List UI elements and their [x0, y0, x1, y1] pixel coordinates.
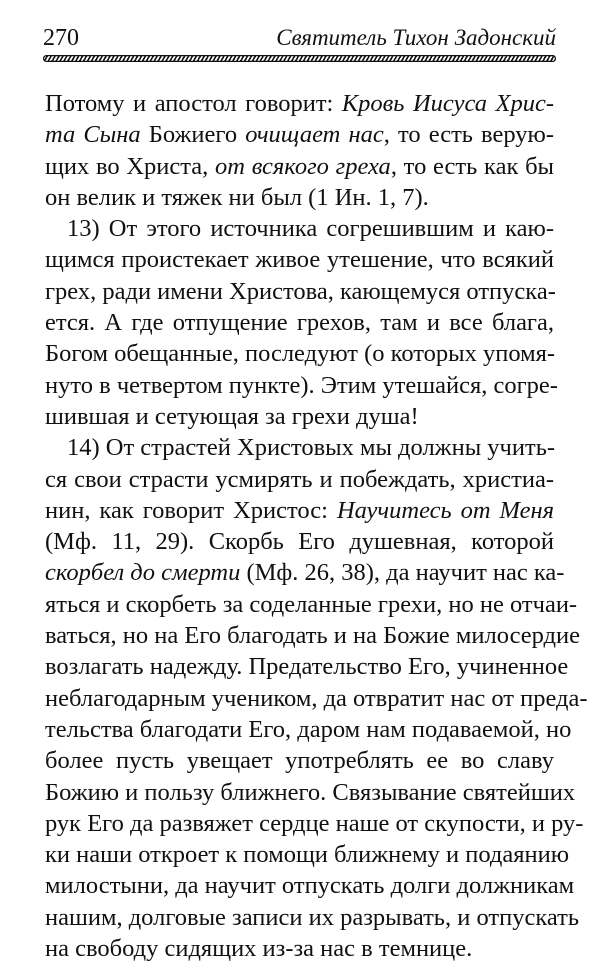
- text-run: милостыни, да научит отпускать долги должникам: [45, 872, 575, 900]
- text-run: шившая и сетующая за грехи душа!: [45, 402, 419, 430]
- text-line: [45, 182, 554, 213]
- text-run: 13) От этого источника согрешившим и каю-: [67, 215, 554, 243]
- italic-quote: Кровь Иисуса Хрис-: [341, 90, 554, 117]
- text-run: более пусть увещает употреблять ее во славу: [45, 747, 554, 775]
- text-line: [45, 902, 579, 933]
- text-run: Божиего: [140, 121, 246, 149]
- text-run: щимся проистекает живое утешение, что всякий: [45, 246, 554, 274]
- text-run: ки наши откроет к помощи ближнему и подаянию: [45, 841, 570, 869]
- text-line: [45, 464, 554, 495]
- text-line: [45, 119, 554, 150]
- running-title: Святитель Тихон Задонский: [276, 25, 556, 50]
- text-line: [45, 432, 554, 463]
- text-run: 14) От страстей Христовых мы должны учить-: [67, 434, 556, 462]
- italic-quote: от всякого греха: [215, 152, 391, 180]
- text-line: [45, 777, 576, 808]
- text-line: [45, 839, 570, 870]
- text-line: [45, 683, 588, 714]
- text-run: Потому и апостол говорит:: [45, 90, 342, 117]
- text-run: нин, как говорит Христос:: [45, 496, 337, 524]
- text-run: ся свои страсти усмирять и побеждать, христиа-: [45, 465, 554, 493]
- text-run: (Мф. 26, 38), да научит нас ка-: [240, 559, 565, 587]
- text-line: [45, 213, 554, 244]
- text-run: Божию и пользу ближнего. Связывание святейших: [45, 778, 576, 806]
- text-line: [45, 307, 554, 338]
- body-text: [45, 88, 588, 964]
- italic-quote: скорбел до смерти: [45, 559, 241, 587]
- text-line: [45, 933, 554, 964]
- text-line: [45, 401, 554, 432]
- italic-quote: очищает нас: [245, 121, 384, 149]
- italic-quote: Научитесь от Меня: [336, 496, 555, 524]
- text-run: яться и скорбеть за соделанные грехи, но не отчаи-: [45, 590, 578, 618]
- text-line: [45, 808, 584, 839]
- text-line: [45, 745, 554, 776]
- rope-divider: [43, 55, 556, 62]
- text-line: [45, 338, 554, 369]
- text-line: [45, 276, 554, 307]
- text-run: рук Его да развяжет сердце наше от скупости, и ру-: [45, 809, 584, 837]
- text-run: (Мф. 11, 29). Скорбь Его душевная, которой: [45, 528, 554, 556]
- text-line: [45, 589, 578, 620]
- text-run: неблагодарным учеником, да отвратит нас от преда-: [45, 684, 588, 712]
- page-number: 270: [43, 25, 79, 51]
- text-line: [45, 714, 572, 745]
- text-line: [45, 651, 569, 682]
- text-run: тельства благодати Его, даром нам подаваемой, но: [45, 715, 572, 743]
- page-header: [43, 22, 556, 52]
- text-run: ется. А где отпущение грехов, там и все блага,: [45, 309, 554, 337]
- text-run: грех, ради имени Христова, кающемуся отпуска-: [45, 277, 556, 305]
- text-line: [45, 870, 575, 901]
- text-run: нуто в четвертом пункте). Этим утешайся, согре-: [45, 371, 558, 399]
- text-line: [45, 88, 554, 119]
- text-run: возлагать надежду. Предательство Его, учиненное: [45, 653, 569, 681]
- text-line: [45, 526, 554, 557]
- text-line: [45, 244, 554, 275]
- text-run: ваться, но на Его благодать и на Божие милосердие: [45, 622, 581, 650]
- text-run: он велик и тяжек ни был (1 Ин. 1, 7).: [45, 183, 429, 211]
- text-run: щих во Христа,: [45, 152, 216, 180]
- text-run: на свободу сидящих из-за нас в темнице.: [45, 935, 473, 963]
- text-run: , то есть как бы: [390, 152, 555, 180]
- text-line: [45, 557, 565, 588]
- text-run: нашим, долговые записи их разрывать, и отпускать: [45, 903, 579, 931]
- text-line: [45, 151, 554, 182]
- italic-quote: та Сына: [45, 121, 141, 149]
- text-line: [45, 495, 554, 526]
- text-line: [45, 620, 581, 651]
- text-line: [45, 370, 558, 401]
- text-run: Богом обещанные, последуют (о которых упомя-: [45, 340, 556, 368]
- text-run: , то есть верую-: [383, 121, 554, 149]
